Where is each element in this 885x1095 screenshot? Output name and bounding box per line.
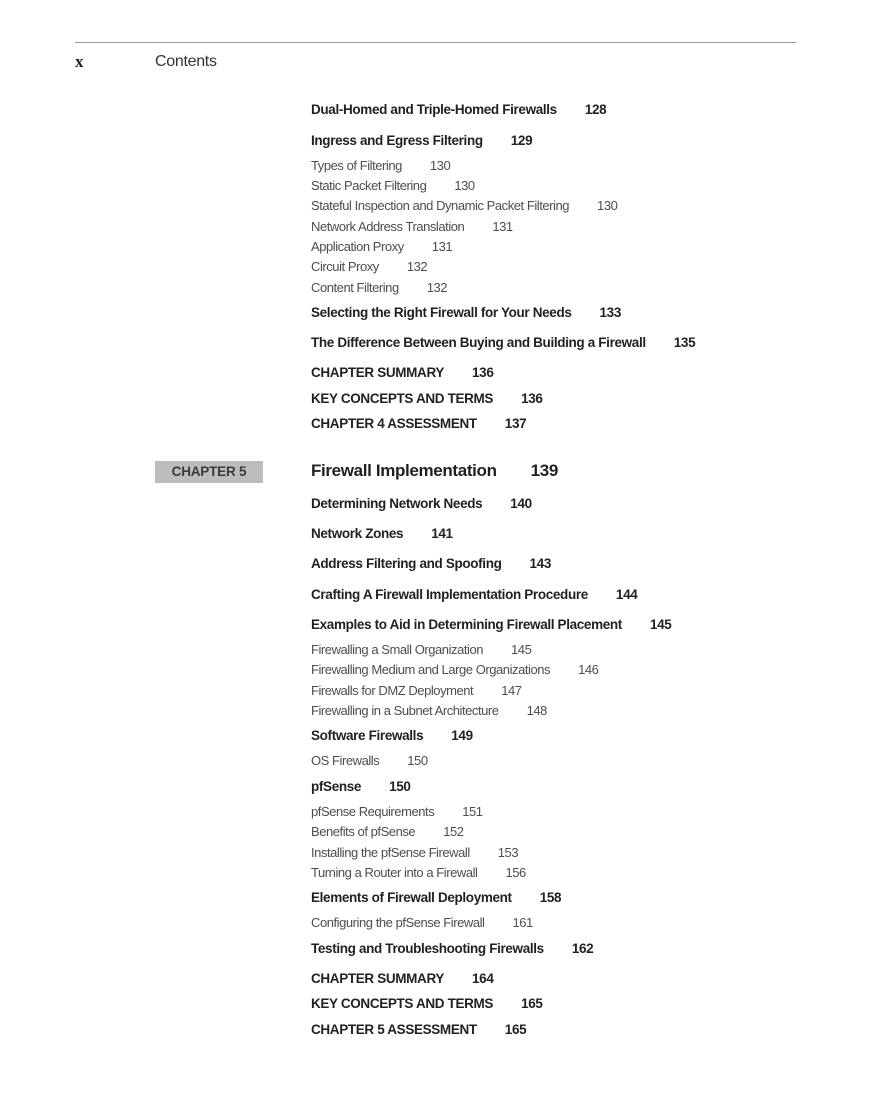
- entry-page-number: 144: [615, 587, 638, 602]
- toc-entry-key-concepts[interactable]: [311, 390, 543, 408]
- entry-page-number: 128: [584, 102, 607, 117]
- toc-entry-subsection[interactable]: [311, 702, 547, 719]
- entry-page-number: 132: [406, 259, 428, 274]
- toc-entry-subsection[interactable]: [311, 682, 522, 699]
- entry-title: Examples to Aid in Determining Firewall Placement: [311, 617, 622, 632]
- toc-entry-section[interactable]: [311, 889, 561, 907]
- entry-title: Installing the pfSense Firewall: [311, 845, 470, 860]
- entry-page-number: 136: [472, 365, 494, 380]
- entry-page-number: 133: [599, 305, 621, 320]
- entry-page-number: 164: [472, 971, 494, 986]
- entry-title: Network Address Translation: [311, 219, 465, 234]
- entry-title: Ingress and Egress Filtering: [311, 133, 483, 148]
- toc-entry-section[interactable]: [311, 101, 606, 119]
- entry-page-number: 151: [462, 804, 483, 819]
- toc-entry-section[interactable]: [311, 616, 671, 634]
- entry-page-number: 130: [597, 198, 618, 213]
- toc-entry-subsection[interactable]: [311, 197, 617, 214]
- toc-entry-section[interactable]: [311, 727, 473, 745]
- toc-entry-section[interactable]: [311, 304, 621, 322]
- entry-title: Firewalling Medium and Large Organizations: [311, 662, 551, 677]
- toc-entry-section[interactable]: [311, 586, 637, 604]
- entry-page-number: 141: [431, 526, 453, 541]
- entry-title: Firewalling in a Subnet Architecture: [311, 703, 499, 718]
- entry-title: Application Proxy: [311, 239, 404, 254]
- entry-title: OS Firewalls: [311, 753, 380, 768]
- toc-entry-section[interactable]: [311, 778, 411, 796]
- entry-page-number: 131: [431, 239, 453, 254]
- toc-entry-subsection[interactable]: [311, 157, 450, 174]
- entry-title: Static Packet Filtering: [311, 178, 427, 193]
- running-head: Contents: [155, 53, 217, 70]
- entry-title: Selecting the Right Firewall for Your Needs: [311, 305, 572, 320]
- toc-entry-section[interactable]: [311, 495, 532, 513]
- entry-page-number: 145: [649, 617, 672, 632]
- toc-entry-subsection[interactable]: [311, 864, 526, 881]
- entry-page-number: 140: [510, 496, 532, 511]
- entry-title: Configuring the pfSense Firewall: [311, 915, 485, 930]
- entry-title: Firewalls for DMZ Deployment: [311, 683, 474, 698]
- toc-entry-subsection[interactable]: [311, 823, 464, 840]
- entry-title: Dual-Homed and Triple-Homed Firewalls: [311, 102, 557, 117]
- entry-page-number: 165: [504, 1022, 527, 1037]
- toc-entry-chapter-summary[interactable]: [311, 970, 493, 988]
- toc-entry-chapter-title[interactable]: [311, 460, 558, 482]
- entry-page-number: 162: [571, 941, 594, 956]
- entry-title: CHAPTER SUMMARY: [311, 971, 444, 986]
- entry-page-number: 145: [511, 642, 532, 657]
- entry-title: Types of Filtering: [311, 158, 402, 173]
- toc-entry-subsection[interactable]: [311, 177, 475, 194]
- chapter-title: Firewall Implementation: [311, 461, 497, 480]
- toc-entry-section[interactable]: [311, 132, 532, 150]
- toc-entry-subsection[interactable]: [311, 752, 428, 769]
- entry-page-number: 136: [521, 391, 543, 406]
- entry-page-number: 139: [530, 461, 558, 480]
- entry-title: Content Filtering: [311, 280, 399, 295]
- entry-title: Stateful Inspection and Dynamic Packet Filtering: [311, 198, 570, 213]
- toc-entry-subsection[interactable]: [311, 279, 447, 296]
- toc-entry-section[interactable]: [311, 525, 453, 543]
- entry-page-number: 152: [443, 824, 464, 839]
- entry-title: The Difference Between Buying and Building a Firewall: [311, 335, 646, 350]
- entry-title: Circuit Proxy: [311, 259, 379, 274]
- entry-title: Network Zones: [311, 526, 404, 541]
- entry-title: CHAPTER 4 ASSESSMENT: [311, 416, 477, 431]
- entry-page-number: 161: [512, 915, 533, 930]
- entry-title: pfSense Requirements: [311, 804, 435, 819]
- entry-page-number: 135: [673, 335, 696, 350]
- toc-entry-subsection[interactable]: [311, 914, 533, 931]
- toc-entry-subsection[interactable]: [311, 661, 598, 678]
- entry-page-number: 130: [429, 158, 451, 173]
- entry-page-number: 156: [505, 865, 526, 880]
- entry-page-number: 153: [497, 845, 519, 860]
- entry-title: Firewalling a Small Organization: [311, 642, 484, 657]
- toc-entry-section[interactable]: [311, 334, 695, 352]
- entry-page-number: 131: [492, 219, 513, 234]
- entry-page-number: 129: [510, 133, 533, 148]
- toc-entry-section[interactable]: [311, 555, 551, 573]
- entry-title: Software Firewalls: [311, 728, 424, 743]
- toc-entry-subsection[interactable]: [311, 218, 513, 235]
- entry-page-number: 132: [426, 280, 448, 295]
- entry-title: Elements of Firewall Deployment: [311, 890, 512, 905]
- entry-title: Benefits of pfSense: [311, 824, 416, 839]
- entry-page-number: 147: [501, 683, 522, 698]
- toc-entry-assessment[interactable]: [311, 415, 526, 433]
- toc-entry-chapter-summary[interactable]: [311, 364, 493, 382]
- entry-title: KEY CONCEPTS AND TERMS: [311, 996, 494, 1011]
- entry-title: CHAPTER 5 ASSESSMENT: [311, 1022, 477, 1037]
- entry-title: Determining Network Needs: [311, 496, 483, 511]
- toc-entry-subsection[interactable]: [311, 258, 427, 275]
- toc-entry-subsection[interactable]: [311, 238, 452, 255]
- chapter-tab: CHAPTER 5: [155, 461, 263, 483]
- toc-entry-assessment[interactable]: [311, 1021, 526, 1039]
- entry-title: Address Filtering and Spoofing: [311, 556, 502, 571]
- entry-page-number: 148: [526, 703, 547, 718]
- entry-page-number: 143: [529, 556, 551, 571]
- entry-page-number: 150: [389, 779, 411, 794]
- entry-title: KEY CONCEPTS AND TERMS: [311, 391, 494, 406]
- page-folio: x: [75, 52, 84, 71]
- toc-entry-subsection[interactable]: [311, 803, 483, 820]
- entry-page-number: 149: [451, 728, 473, 743]
- entry-page-number: 137: [504, 416, 527, 431]
- toc-entry-subsection[interactable]: [311, 641, 531, 658]
- entry-page-number: 165: [521, 996, 543, 1011]
- toc-entry-section[interactable]: [311, 940, 593, 958]
- header-rule: [75, 42, 796, 43]
- entry-page-number: 150: [407, 753, 428, 768]
- entry-title: CHAPTER SUMMARY: [311, 365, 444, 380]
- entry-page-number: 146: [578, 662, 599, 677]
- entry-page-number: 130: [454, 178, 475, 193]
- entry-title: Testing and Troubleshooting Firewalls: [311, 941, 544, 956]
- entry-title: pfSense: [311, 779, 362, 794]
- entry-page-number: 158: [539, 890, 562, 905]
- toc-entry-subsection[interactable]: [311, 844, 518, 861]
- toc-entry-key-concepts[interactable]: [311, 995, 543, 1013]
- entry-title: Crafting A Firewall Implementation Procedure: [311, 587, 588, 602]
- entry-title: Turning a Router into a Firewall: [311, 865, 478, 880]
